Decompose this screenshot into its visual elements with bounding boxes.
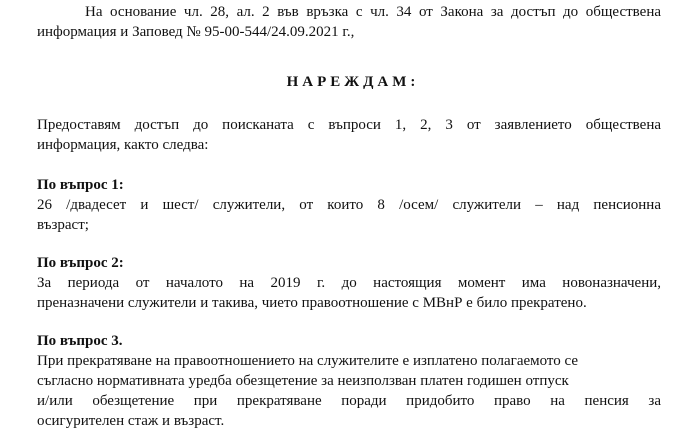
question-1-line-2: възраст; — [37, 217, 89, 233]
question-3-line-3: и/или обезщетение при прекратяване поради придобито право на пенсия за — [37, 393, 661, 409]
question-3-line-1: При прекратяване на правоотношението на служителите е изплатено полагаемото се — [37, 353, 579, 369]
question-2-line-2: преназначени служители и такива, чието правоотношение с МВнР е било прекратено. — [37, 295, 587, 311]
question-1-title: По въпрос 1: — [37, 177, 124, 193]
question-3-section — [37, 331, 661, 431]
main-paragraph — [37, 115, 661, 155]
question-3-answer — [37, 351, 661, 431]
main-line-1: Предоставям достъп до поисканата с въпроси 1, 2, 3 от заявлението обществена — [37, 117, 661, 133]
intro-line-2: информация и Заповед № 95-00-544/24.09.2021 г., — [37, 24, 355, 40]
intro-paragraph — [37, 2, 661, 42]
question-2-section — [37, 253, 661, 313]
order-heading: НАРЕЖДАМ: — [286, 74, 420, 90]
question-3-line-2: съгласно нормативната уредба обезщетение за неизползван платен годишен отпуск — [37, 373, 569, 389]
question-2-title: По въпрос 2: — [37, 255, 124, 271]
question-3-line-4: осигурителен стаж и възраст. — [37, 413, 225, 429]
question-2-line-1: За периода от началото на 2019 г. до настоящия момент има новоназначени, — [37, 275, 661, 291]
intro-line-1: На основание чл. 28, ал. 2 във връзка с чл. 34 от Закона за достъп до обществена — [85, 4, 661, 20]
document-page — [37, 0, 661, 431]
question-1-line-1: 26 /двадесет и шест/ служители, от които 8 /осем/ служители – над пенсионна — [37, 197, 661, 213]
question-1-section — [37, 175, 661, 235]
question-3-title: По въпрос 3. — [37, 333, 123, 349]
main-line-2: информация, както следва: — [37, 137, 209, 153]
question-2-answer — [37, 273, 661, 313]
question-1-answer — [37, 195, 661, 235]
